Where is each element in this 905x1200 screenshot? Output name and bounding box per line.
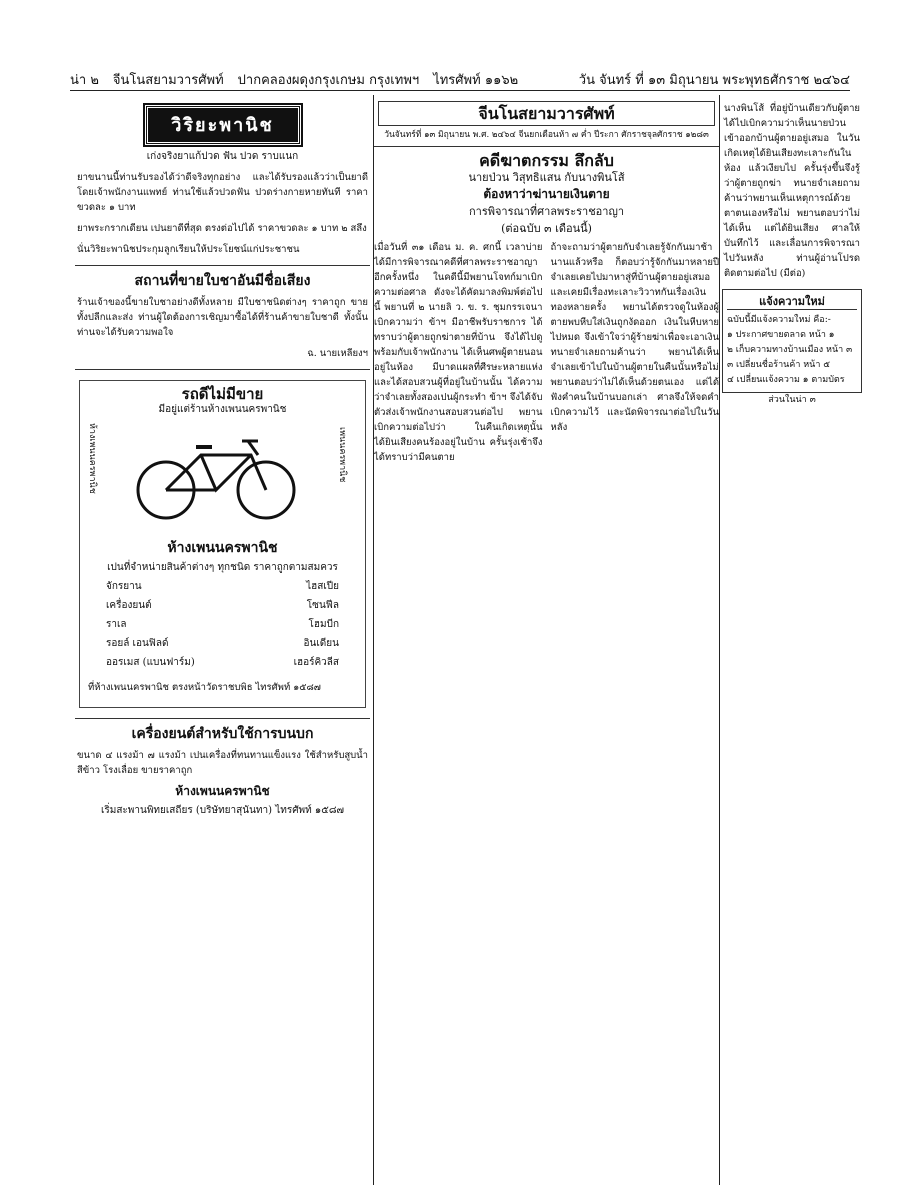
notice-line: ๓ เปลี่ยนชื่อร้านค้า หน้า ๕: [727, 360, 831, 370]
store-subtitle: เปนที่จำหน่ายสินค้าต่างๆ ทุกชนิด ราคาถูกตามสมควร: [107, 562, 338, 573]
paper-name: จีนโนสยามวารศัพท์: [112, 72, 224, 88]
article-court: การพิจารณาที่ศาลพระราชอาญา: [468, 205, 624, 218]
product-item: เครื่องยนต์: [106, 600, 152, 611]
article-column-b: ถ้าจะถามว่าผู้ตายกับจำเลยรู้จักกันมาช้านานแล้วหรือ ก็ตอบว่ารู้จักกันมาหลายปี จำเลยเคยไปมาหาสู่ที่บ้านผู้ตายอยู่เสมอ และเคยมีเรื่องทะเลาะวิวาทกันเรื่องเงินทองหลายครั้ง พยานได้ตรวจดูในห้องผู้ตายพบหีบใส่เงินถูกงัดออก เงินในหีบหายไปหมด จึงเข้าใจว่าผู้ร้ายฆ่าเพื่อจะเอาเงิน ทนายจำเลยถามค้านว่า พยานได้เห็นจำเลยเข้าไปในบ้านผู้ตายในคืนนั้นหรือไม่ พยานตอบว่าไม่ได้เห็นด้วยตนเอง แต่ได้ฟังคำคนในบ้านบอกเล่า ศาลจึงให้จดคำเบิกความไว้ และนัดพิจารณาต่อไปในวันหลัง: [550, 242, 719, 433]
product-item: โฮมบีก: [308, 619, 339, 630]
product-item: จักรยาน: [106, 581, 142, 592]
product-item: ออรเมส (แบนฟาร์ม): [106, 657, 195, 668]
page-number: น่า ๒: [70, 72, 99, 88]
side-label-right: เพนนครพานิช: [337, 427, 347, 483]
notice-line: ฉบับนี้มีแจ้งความใหม่ คือ:-: [727, 315, 831, 325]
notice-line: ๒ เก็บความทางบ้านเมือง หน้า ๓: [727, 345, 853, 355]
issue-date: วัน จันทร์ ที่ ๑๓ มิถุนายน พระพุทธศักราช ๒๔๖๔: [578, 72, 850, 88]
ad-paragraph-1: ยาขนานนี้ท่านรับรองได้ว่าดีจริงทุกอย่าง และได้รับรองแล้วว่าเป็นยาดี โดยเจ้าพนักงานแพทย์ ท่านใช้แล้วปวดฟัน ปวดร่างกายหายทันที ราคาขวดละ ๑ บาท: [77, 172, 368, 213]
logo-subtitle: เก่งจริงยาแก้ปวด ฟัน ปวด ราบแนก: [146, 151, 299, 162]
engine-ad-body: ขนาด ๔ แรงม้า ๗ แรงม้า เปนเครื่องที่ทนทานแข็งแรง ใช้สำหรับสูบน้ำ สีข้าว โรงเลื่อย ขายราคาถูก: [77, 750, 368, 776]
divider: [75, 369, 370, 370]
office-address: ปากคลองผดุงกรุงเกษม กรุงเทพฯ: [237, 72, 420, 88]
store-name: ห้างเพนนครพานิช: [167, 540, 278, 556]
article-defendants: นายป่วน วิสุทธิแสน กับนางพินโส้: [468, 171, 625, 184]
article-body: [374, 240, 719, 465]
bicycle-icon: [126, 425, 306, 525]
product-item: ราเล: [106, 619, 127, 630]
pharmacy-logo: วิริยะพานิช: [145, 105, 301, 145]
left-column: [75, 95, 370, 1185]
middle-column: [373, 95, 720, 1185]
page-header: [70, 68, 850, 91]
article-charge: ต้องหาว่าฆ่านายเงินตาย: [483, 187, 610, 201]
bicycle-ad: [79, 380, 366, 708]
product-item: โซนฟีล: [306, 600, 339, 611]
article-column-a: เมื่อวันที่ ๓๑ เดือน ม. ค. ศกนี้ เวลาบ่าย ได้มีการพิจารณาคดีที่ศาลพระราชอาญาอีกครั้งหนึ่ง ในคดีนี้มีพยานโจทก์มาเบิกความต่อศาล ดังจะได้คัดมาลงพิมพ์ต่อไปนี้ พยานที่ ๒ นายลิ ว. ข. ร. ชุมกรรเจนา เบิกความว่า ข้าฯ มีอาชีพรับราชการ ได้ทราบว่าผู้ตายถูกฆ่าตายที่บ้าน จึงได้ไปดูพร้อมกับเจ้าพนักงาน ได้เห็นศพผู้ตายนอนอยู่ในห้อง มีบาดแผลที่ศีรษะหลายแห่ง และได้สอบสวนผู้ที่อยู่ในบ้านนั้น ได้ความว่าจำเลยทั้งสองเปนผู้กระทำ ข้าฯ จึงได้จับตัวส่งเจ้าพนักงานสอบสวนต่อไป พยานเบิกความต่อไปว่า ในคืนเกิดเหตุนั้น ได้ยินเสียงคนร้องอยู่ในบ้าน ครั้นรุ่งเช้าจึงได้ทราบว่ามีคนตาย: [374, 242, 543, 463]
article-continuation: นางพินโส้ ที่อยู่บ้านเดียวกับผู้ตาย ได้ไปเบิกความว่าเห็นนายป่วนเข้าออกบ้านผู้ตายอยู่เสมอ ในวันเกิดเหตุได้ยินเสียงทะเลาะกันในห้อง แล้วเงียบไป ครั้นรุ่งขึ้นจึงรู้ว่าผู้ตายถูกฆ่า ทนายจำเลยถามค้านว่าพยานเห็นเหตุการณ์ด้วยตาตนเองหรือไม่ พยานตอบว่าไม่ได้เห็น แต่ได้ยินเสียง ศาลให้บันทึกไว้ และเลื่อนการพิจารณาไปวันหลัง ท่านผู้อ่านโปรดติดตามต่อไป (มีต่อ): [724, 103, 860, 279]
product-item: อินเดียน: [303, 638, 339, 649]
bicycle-illustration: [86, 417, 359, 537]
divider: [75, 265, 370, 266]
store-note: ที่ห้างเพนนครพานิช ตรงหน้าวัดราชบพิธ ไทรศัพท์ ๑๕๘๗: [88, 682, 321, 693]
product-item: รอยล์ เอนฟิลด์: [106, 638, 169, 649]
continued-on: ส่วนในน่า ๓: [768, 395, 816, 405]
right-column: [722, 95, 862, 1185]
masthead-dateline: วันจันทร์ที่ ๑๓ มิถุนายน พ.ศ. ๒๔๖๔ จีนยกเดือนห้า ๗ ค่ำ ปีระกา ศักราชจุลศักราช ๑๒๘๓: [374, 128, 719, 147]
ad-paragraph-2: ยาพระกรากเดียน เปนยาดีที่สุด ตรงต่อไปได้ ราคาขวดละ ๑ บาท ๒ สลึง: [77, 223, 367, 234]
engine-ad-title: เครื่องยนต์สำหรับใช้การบนบก: [131, 726, 314, 742]
bicycle-ad-title: รถดีไม่มีขาย: [181, 385, 264, 403]
notices-title: แจ้งความใหม่: [727, 294, 857, 310]
product-item: เฮอร์คิวลีส: [293, 657, 339, 668]
side-label-left: ห้างเพนนครพานิช: [87, 423, 97, 494]
article-headline: คดีฆาตกรรม ลึกลับ: [479, 151, 614, 170]
tea-shop-body: ร้านเจ้าของนี้ขายใบชาอย่างดีทั้งหลาย มีใบชาชนิดต่างๆ ราคาถูก ขายทั้งปลีกและส่ง ท่านผู้ใดต้องการเชิญมาซื้อได้ที่ร้านค้าขายใบชาดี ทั้งนั้นท่านจะได้รับความพอใจ: [77, 297, 368, 338]
notice-line: ๑ ประกาศขายตลาด หน้า ๑: [727, 330, 835, 340]
phone-number: ไทรศัพท์ ๑๑๖๒: [433, 72, 519, 88]
engine-ad-address: เริ่มสะพานพิทยเสถียร (บริษัทยาสุนันทา) ไทรศัพท์ ๑๕๘๗: [100, 805, 345, 816]
notices-box: [722, 289, 862, 393]
tea-shop-sign: ฉ. นายเหลียงฯ: [307, 348, 368, 359]
masthead: จีนโนสยามวารศัพท์: [378, 101, 715, 126]
notice-line: ๔ เปลี่ยนแจ้งความ ๑ ตามบัตร: [727, 375, 845, 385]
article-continued: (ต่อฉบับ ๓ เดือนนี้): [501, 222, 592, 235]
ad-paragraph-3: นั่นวิริยะพานิชประกุมลูกเรียนให้ประโยชน์แก่ประชาชน: [77, 244, 300, 255]
product-item: ไฮสเปีย: [306, 581, 339, 592]
tea-shop-title: สถานที่ขายใบชาอันมีชื่อเสียง: [134, 273, 311, 289]
divider: [75, 718, 370, 719]
engine-ad-store: ห้างเพนนครพานิช: [175, 784, 270, 798]
bicycle-ad-subtitle: มีอยู่แต่ร้านห้างเพนนครพานิช: [158, 404, 287, 415]
product-list: [86, 575, 359, 674]
